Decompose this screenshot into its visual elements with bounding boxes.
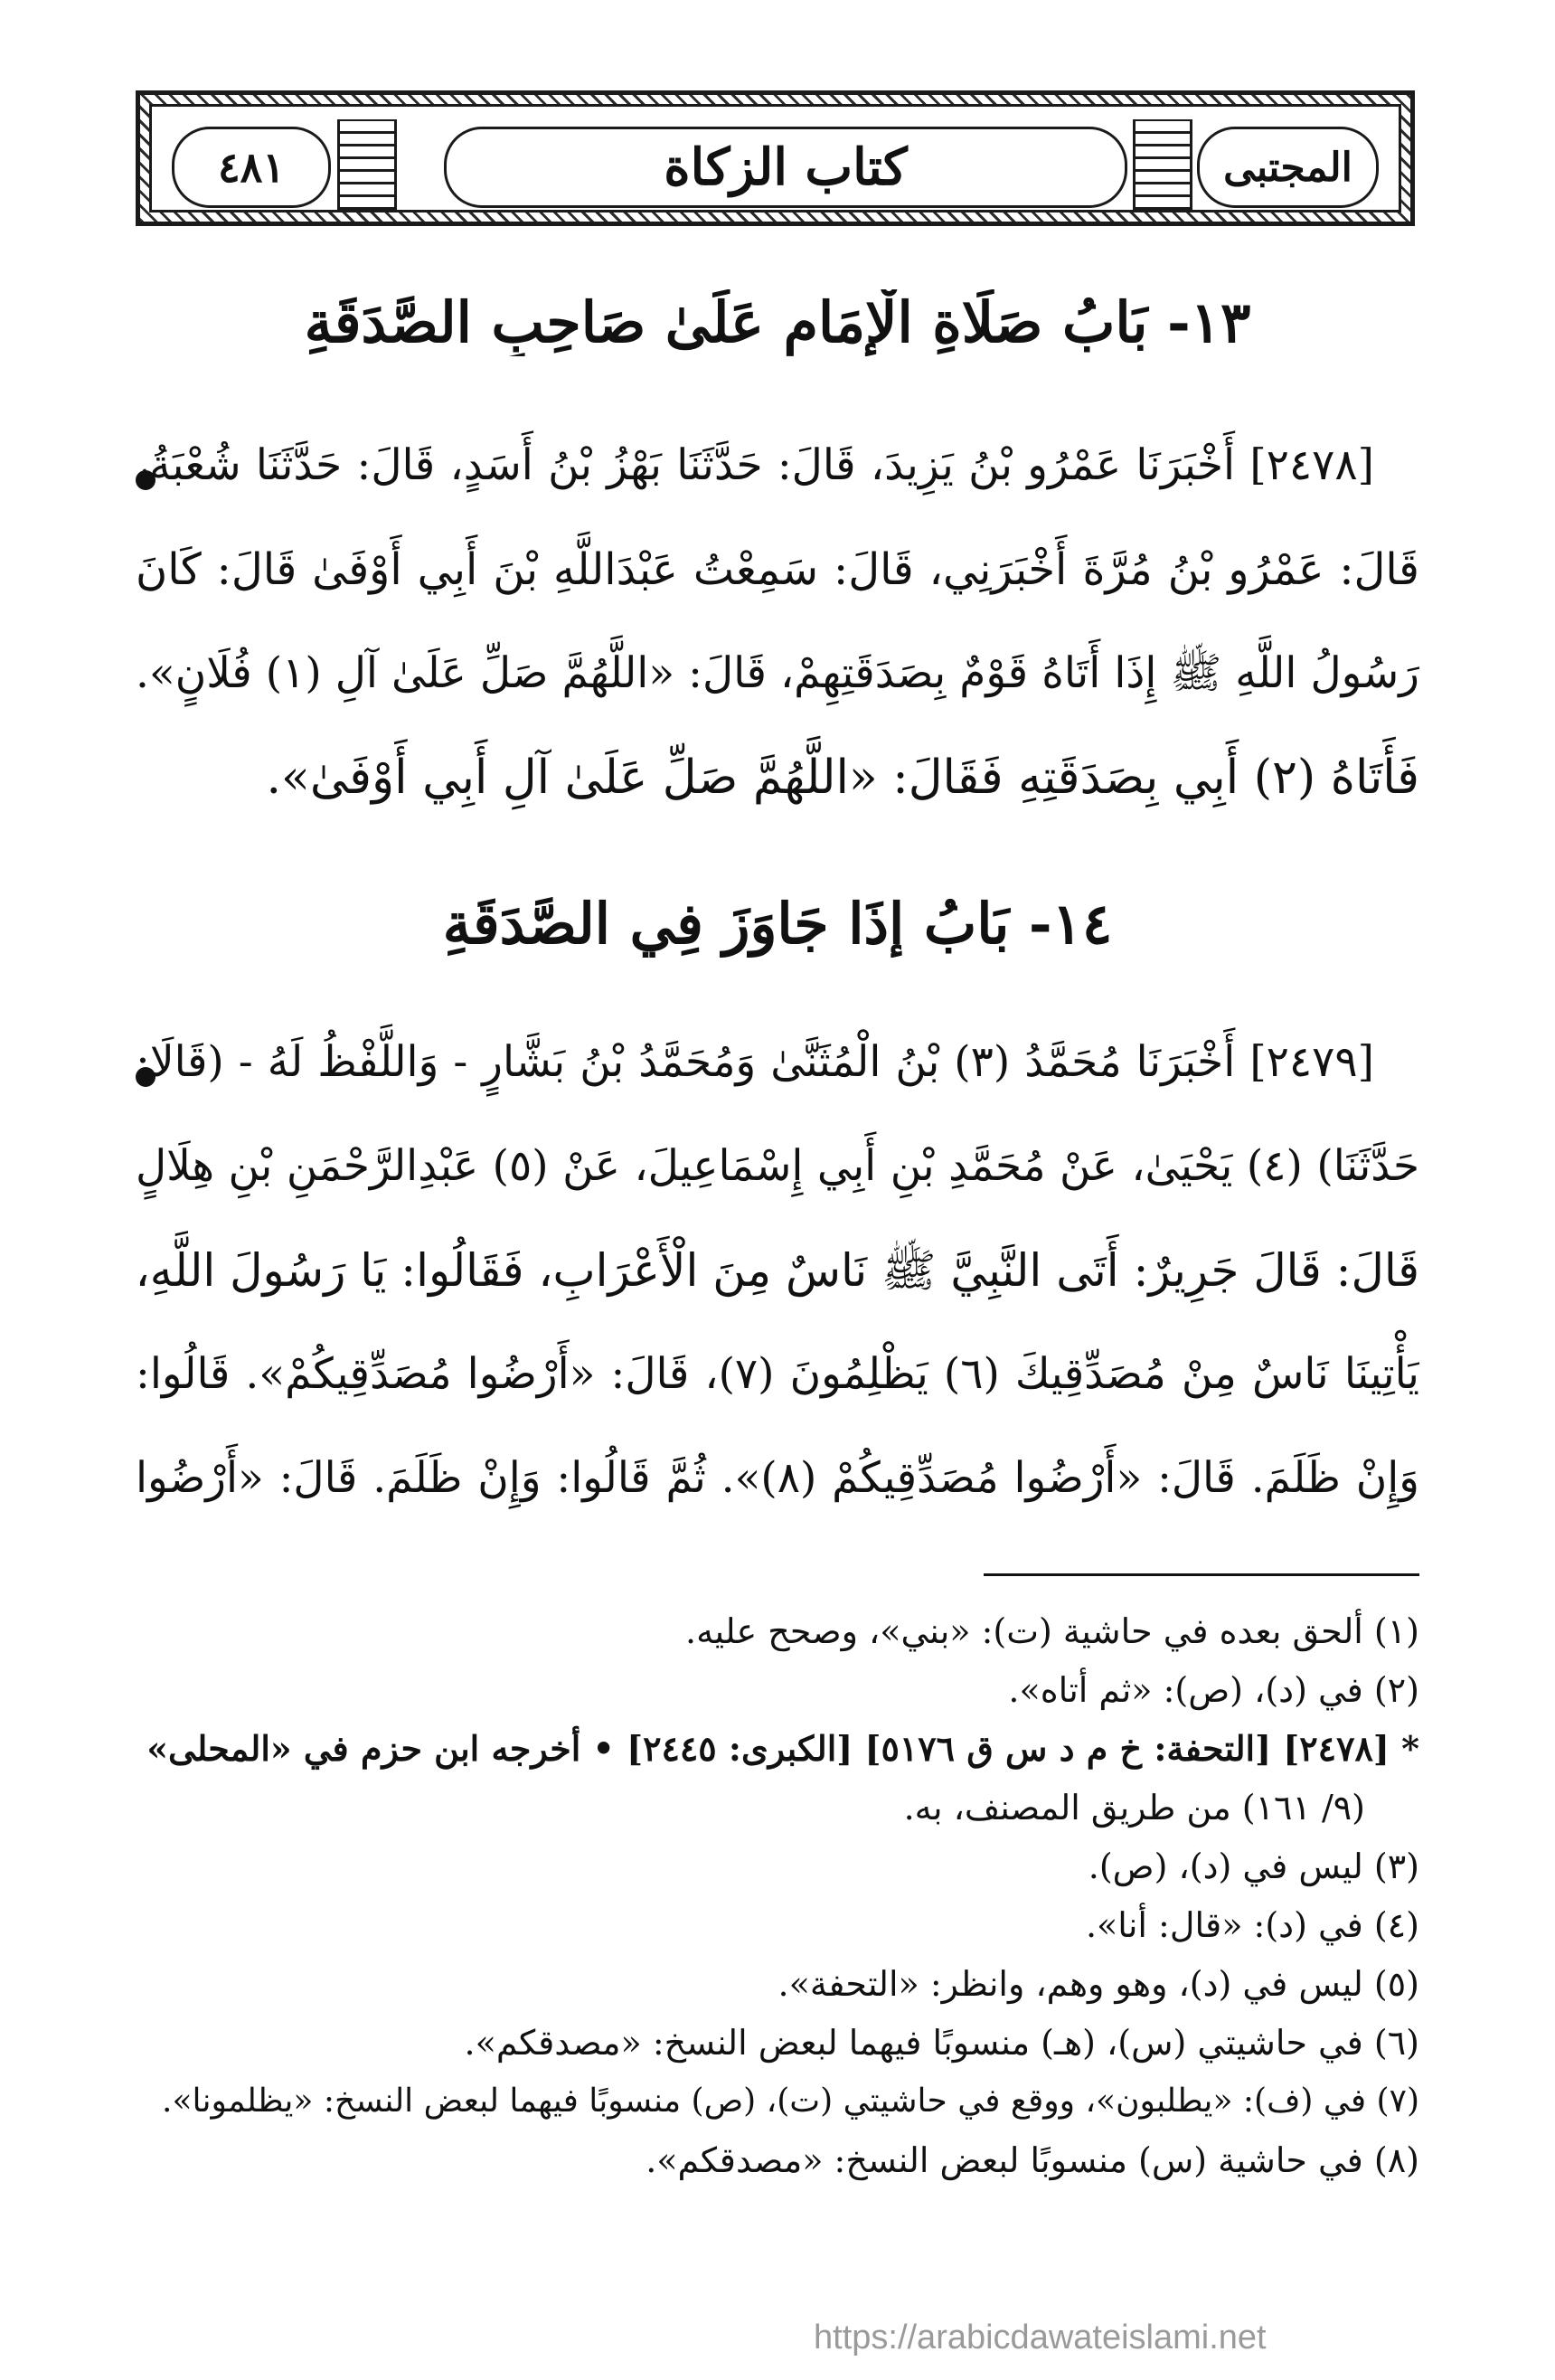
footnote: (٢) في (د)، (ص): «ثم أتاه». [1008, 1670, 1419, 1710]
footnote: (٧) في (ف): «يطلبون»، ووقع في حاشيتي (ت)، (ص) منسوبًا فيهما لبعض النسخ: «يظلمونا». [162, 2082, 1419, 2120]
hadith-line: قَالَ: عَمْرُو بْنُ مُرَّةَ أَخْبَرَنِي، قَالَ: سَمِعْتُ عَبْدَاللَّهِ بْنَ أَبِي أَوْفَىٰ قَالَ: كَانَ [136, 544, 1419, 595]
footnote: (٥) ليس في (د)، وهو وهم، وانظر: «التحفة». [778, 1964, 1419, 2004]
book-label: المجتبى [1197, 127, 1379, 208]
footnote: (١) ألحق بعده في حاشية (ت): «بني»، وصحح عليه. [685, 1611, 1419, 1651]
hadith-line: وَإِنْ ظَلَمَ. قَالَ: «أَرْضُوا مُصَدِّقِيكُمْ (٨)». ثُمَّ قَالُوا: وَإِنْ ظَلَمَ. قَالَ: «أَرْضُوا [136, 1453, 1419, 1503]
hadith-line: قَالَ: قَالَ جَرِيرٌ: أَتَى النَّبِيَّ ﷺ نَاسٌ مِنَ الْأَعْرَابِ، فَقَالُوا: يَا رَسُولَ اللَّهِ، [136, 1244, 1419, 1297]
footnote: (٤) في (د): «قال: أنا». [1085, 1905, 1419, 1945]
footnote [136, 1781, 1419, 1834]
hadith-line: فَأَتَاهُ (٢) أَبِي بِصَدَقَتِهِ فَقَالَ: «اللَّهُمَّ صَلِّ عَلَىٰ آلِ أَبِي أَوْفَىٰ». [266, 751, 1419, 805]
section-heading: ١٣- بَابُ صَلَاةِ الْإِمَامِ عَلَىٰ صَاحِبِ الصَّدَقَةِ [304, 289, 1251, 355]
hadith-line: [٢٤٧٨] أَخْبَرَنَا عَمْرُو بْنُ يَزِيدَ، قَالَ: حَدَّثَنَا بَهْزُ بْنُ أَسَدٍ، قَالَ: حَدَّثَنَا شُعْبَةُ، [136, 440, 1374, 490]
footnote: (٨) في حاشية (س) منسوبًا لبعض النسخ: «مصدقكم». [646, 2140, 1419, 2180]
ornament-icon [337, 119, 397, 210]
footnote-divider [984, 1573, 1419, 1576]
section-heading: ١٤- بَابُ إِذَا جَاوَزَ فِي الصَّدَقَةِ [442, 891, 1113, 957]
header-frame [149, 104, 1401, 212]
hadith-line: رَسُولُ اللَّهِ ﷺ إِذَا أَتَاهُ قَوْمٌ بِصَدَقَتِهِمْ، قَالَ: «اللَّهُمَّ صَلِّ عَلَىٰ آلِ (١) فُلَانٍ». [136, 648, 1419, 698]
footnote-takhrij: * [٢٤٧٨] [التحفة: خ م د س ق ٥١٧٦] [الكبرى: ٢٤٤٥] • أخرجه ابن حزم في «المحلى» [146, 1728, 1419, 1769]
footnote: (٦) في حاشيتي (س)، (هـ) منسوبًا فيهما لبعض النسخ: «مصدقكم». [464, 2023, 1419, 2063]
ornament-icon [1133, 119, 1192, 210]
hadith-line: [٢٤٧٩] أَخْبَرَنَا مُحَمَّدُ (٣) بْنُ الْمُثَنَّىٰ وَمُحَمَّدُ بْنُ بَشَّارٍ - وَاللَّفْظُ لَهُ - (قَالَا: [136, 1037, 1374, 1087]
watermark-url: https://arabicdawateislami.net [814, 2319, 1267, 2356]
chapter-title: كتاب الزكاة [444, 127, 1127, 208]
page-header [136, 90, 1415, 226]
page-number: ٤٨١ [172, 127, 331, 208]
hadith-line: حَدَّثَنَا) (٤) يَحْيَىٰ، عَنْ مُحَمَّدِ بْنِ أَبِي إِسْمَاعِيلَ، عَنْ (٥) عَبْدِالرَّحْمَنِ بْنِ هِلَالٍ [136, 1141, 1419, 1191]
hadith-line: يَأْتِينَا نَاسٌ مِنْ مُصَدِّقِيكَ (٦) يَظْلِمُونَ (٧)، قَالَ: «أَرْضُوا مُصَدِّقِيكُمْ». قَالُوا: [136, 1349, 1419, 1399]
footnote: (٣) ليس في (د)، (ص). [1088, 1846, 1419, 1886]
footnote-continuation: (٩/ ١٦١) من طريق المصنف، به. [903, 1788, 1365, 1828]
